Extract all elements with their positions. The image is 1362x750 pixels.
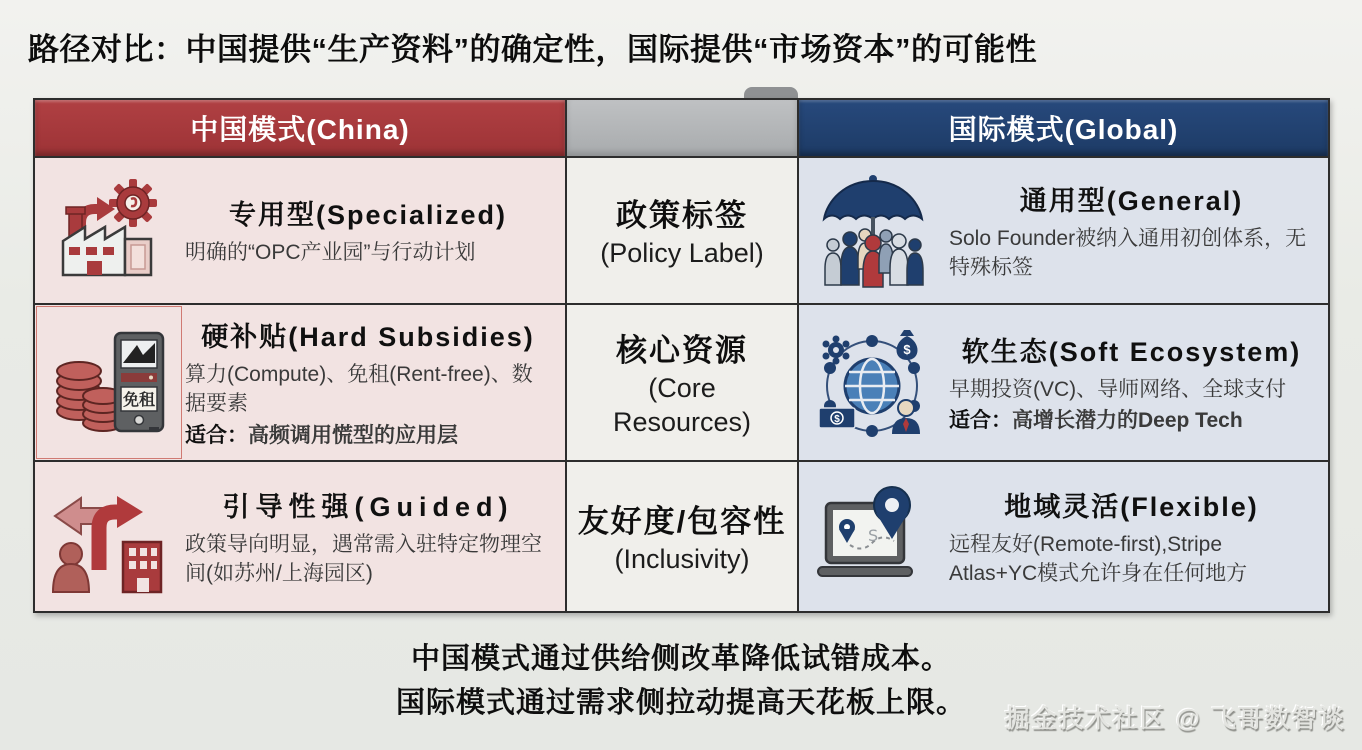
factory-gear-icon xyxy=(35,158,183,303)
china-inclusivity-body: 政策导向明显，遇常需入驻特定物理空间(如苏州/上海园区) xyxy=(185,532,542,585)
cell-china-inclusivity xyxy=(35,462,565,611)
policy-label-zh: 政策标签 xyxy=(616,198,748,234)
global-inclusivity-heading: 地域灵活(Flexible) xyxy=(1004,491,1259,522)
global-inclusivity-text xyxy=(947,479,1328,595)
inclusivity-label-en: (Inclusivity) xyxy=(614,544,750,575)
note-text: 高频调用慌型的应用层 xyxy=(248,423,458,447)
summary-line-1: 中国模式通过供给侧改革降低试错成本。 xyxy=(410,643,951,675)
cell-label-resources xyxy=(567,305,797,460)
branching-arrows-icon xyxy=(35,462,183,611)
coins-server-icon xyxy=(36,306,182,459)
global-resources-body: 早期投资(VC)、导师网络、全球支付 xyxy=(949,377,1287,401)
globe-network-icon xyxy=(799,305,947,460)
global-resources-heading: 软生态(Soft Ecosystem) xyxy=(961,336,1302,367)
header-china: 中国模式(China) xyxy=(35,100,565,156)
note-label: 适合： xyxy=(185,423,248,447)
china-policy-heading: 专用型(Specialized) xyxy=(228,200,508,231)
resources-label-zh: 核心资源 xyxy=(616,333,748,369)
cell-global-policy xyxy=(799,158,1328,303)
global-policy-heading: 通用型(General) xyxy=(1019,185,1244,216)
umbrella-people-icon xyxy=(799,158,947,303)
global-policy-text xyxy=(947,173,1328,289)
svg-text:S: S xyxy=(868,525,879,545)
cell-china-resources xyxy=(35,305,565,460)
header-middle xyxy=(567,100,797,156)
cell-label-policy xyxy=(567,158,797,303)
china-resources-heading: 硬补贴(Hard Subsidies) xyxy=(201,321,535,352)
china-inclusivity-heading: 引导性强(Guided) xyxy=(222,491,514,522)
laptop-pins-icon xyxy=(799,462,947,611)
china-resources-body: 算力(Compute)、免租(Rent-free)、数据要素 xyxy=(185,362,533,416)
china-resources-note xyxy=(185,421,551,450)
cell-china-policy xyxy=(35,158,565,303)
summary-line-2: 国际模式通过需求侧拉动提高天花板上限。 xyxy=(395,686,966,719)
comparison-table xyxy=(33,98,1330,613)
note-text: 高增长潜力的Deep Tech xyxy=(1012,409,1243,432)
watermark: 掘金技术社区 @ 飞哥数智谈 xyxy=(1004,705,1346,733)
china-inclusivity-text xyxy=(183,479,565,595)
svg-text:$: $ xyxy=(903,341,911,357)
header-global: 国际模式(Global) xyxy=(799,100,1328,156)
server-label-text: 免租 xyxy=(122,391,156,409)
china-policy-body: 明确的“OPC产业园”与行动计划 xyxy=(185,241,476,265)
cell-global-inclusivity xyxy=(799,462,1328,611)
page-title: 路径对比：中国提供“生产资料”的确定性，国际提供“市场资本”的可能性 xyxy=(28,32,1037,67)
inclusivity-label-zh: 友好度/包容性 xyxy=(577,504,787,540)
global-policy-body: Solo Founder被纳入通用初创体系，无特殊标签 xyxy=(949,226,1307,279)
svg-text:$: $ xyxy=(834,413,840,425)
china-resources-text xyxy=(183,309,565,456)
cell-label-inclusivity xyxy=(567,462,797,611)
global-resources-text xyxy=(947,324,1328,442)
policy-label-en: (Policy Label) xyxy=(600,238,764,269)
global-inclusivity-body: 远程友好(Remote-first),Stripe Atlas+YC模式允许身在任何地方 xyxy=(949,532,1248,585)
china-policy-text xyxy=(183,187,565,273)
cell-global-resources xyxy=(799,305,1328,460)
note-label: 适合： xyxy=(949,409,1012,432)
global-resources-note xyxy=(949,406,1314,435)
resources-label-en: (Core Resources) xyxy=(612,373,752,437)
